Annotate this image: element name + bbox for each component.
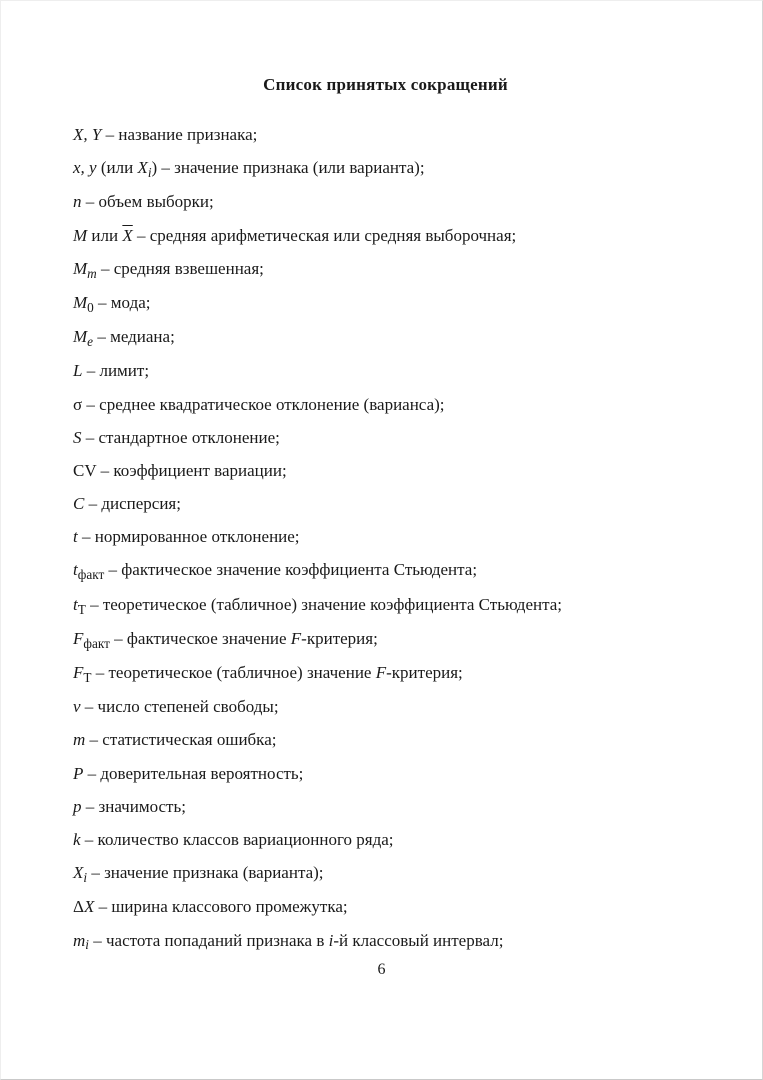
- text-segment: m: [73, 730, 86, 750]
- text-segment: – стандартное отклонение;: [81, 427, 280, 447]
- text-segment: – мода;: [93, 292, 151, 312]
- list-item: [73, 428, 698, 447]
- text-segment: M: [73, 258, 88, 278]
- text-segment: Т: [83, 669, 92, 685]
- list-item: [73, 560, 698, 583]
- list-item: [73, 158, 698, 181]
- list-item: [73, 192, 698, 211]
- text-segment: M: [73, 225, 88, 245]
- text-segment: – число степеней свободы;: [80, 697, 279, 717]
- text-segment: C: [73, 494, 85, 514]
- text-segment: t: [73, 527, 78, 547]
- text-segment: – фактическое значение коэффициента Стьюдента;: [104, 560, 478, 580]
- text-segment: X: [83, 897, 95, 917]
- text-segment: факт: [83, 635, 110, 651]
- page-number: 6: [377, 961, 386, 978]
- text-segment: v: [73, 697, 81, 717]
- list-item: [73, 830, 698, 849]
- text-segment: L: [73, 361, 83, 381]
- page-content: [1, 1, 762, 951]
- text-segment: Δ: [73, 897, 84, 917]
- list-item: [73, 595, 698, 615]
- text-segment: – теоретическое (табличное) значение: [91, 663, 376, 682]
- list-item: [73, 395, 698, 414]
- list-item: [73, 897, 698, 916]
- text-segment: p: [73, 796, 82, 816]
- text-segment: – частота попаданий признака в: [88, 930, 329, 950]
- list-item: [73, 629, 698, 649]
- text-segment: F: [375, 663, 387, 682]
- text-segment: k: [73, 829, 81, 849]
- text-segment: i: [85, 937, 89, 953]
- text-segment: – теоретическое (табличное) значение коэффициента Стьюдента;: [85, 594, 562, 614]
- text-segment: F: [73, 663, 84, 682]
- text-segment: -й классовый интервал;: [333, 930, 504, 950]
- text-segment: X, Y: [73, 125, 102, 144]
- text-segment: Т: [77, 601, 86, 617]
- text-segment: – количество классов вариационного ряда;: [80, 829, 394, 849]
- text-segment: X: [137, 158, 148, 178]
- text-segment: P: [73, 763, 84, 783]
- text-segment: – фактическое значение: [109, 628, 291, 648]
- text-segment: – нормированное отклонение;: [77, 527, 300, 547]
- text-segment: t: [73, 594, 78, 614]
- text-segment: n: [73, 192, 82, 212]
- text-segment: e: [87, 334, 94, 350]
- abbreviation-list: [73, 125, 698, 951]
- text-segment: – название признака;: [101, 125, 258, 144]
- text-segment: m: [73, 930, 86, 950]
- text-segment: 0: [87, 299, 94, 315]
- text-segment: i: [147, 165, 152, 181]
- text-segment: σ: [73, 394, 83, 414]
- text-segment: X: [73, 863, 84, 883]
- text-segment: – статистическая ошибка;: [85, 730, 277, 750]
- text-segment: – средняя арифметическая или средняя выборочная;: [132, 225, 517, 245]
- list-item: [73, 226, 698, 245]
- text-segment: m: [87, 265, 97, 281]
- list-item: [73, 697, 698, 716]
- list-item: [73, 730, 698, 749]
- list-item: [73, 527, 698, 546]
- text-segment: ) – значение признака (или варианта);: [151, 158, 425, 178]
- text-segment: i: [83, 870, 88, 886]
- list-item: [73, 461, 698, 480]
- list-item: [73, 494, 698, 513]
- text-segment: – коэффициент вариации;: [96, 460, 287, 480]
- text-segment: -критерия;: [386, 663, 463, 682]
- text-segment: i: [328, 930, 334, 950]
- text-segment: M: [73, 292, 88, 312]
- text-segment: – значение признака (варианта);: [87, 863, 324, 883]
- text-segment: – дисперсия;: [84, 494, 181, 514]
- text-segment: – лимит;: [82, 361, 150, 381]
- list-item: [73, 764, 698, 783]
- text-segment: – значимость;: [81, 796, 186, 816]
- text-segment: CV: [73, 460, 97, 480]
- list-item: [73, 361, 698, 380]
- page-title: Список принятых сокращений: [263, 75, 508, 94]
- text-segment: – объем выборки;: [81, 192, 214, 212]
- list-item: [73, 327, 698, 350]
- list-item: [73, 125, 698, 144]
- text-segment: – среднее квадратическое отклонение (варианса);: [82, 394, 445, 414]
- text-segment: – медиана;: [93, 327, 175, 347]
- list-item: [73, 797, 698, 816]
- list-item: [73, 293, 698, 313]
- text-segment: S: [73, 427, 82, 447]
- text-segment: M: [73, 327, 88, 347]
- text-segment: x, y: [73, 158, 97, 178]
- list-item: [73, 931, 698, 951]
- text-segment: – ширина классового промежутка;: [94, 897, 348, 917]
- list-item: [73, 863, 698, 886]
- text-segment: $\overline{X}$: [122, 225, 133, 245]
- text-segment: F: [290, 628, 302, 648]
- text-segment: (или: [96, 158, 138, 178]
- text-segment: F: [73, 628, 84, 648]
- text-segment: – средняя взвешенная;: [96, 258, 264, 278]
- text-segment: – доверительная вероятность;: [83, 763, 304, 783]
- list-item: [73, 259, 698, 279]
- text-segment: или: [87, 225, 123, 245]
- list-item: [73, 663, 698, 683]
- text-segment: t: [73, 560, 78, 580]
- text-segment: факт: [77, 567, 105, 583]
- text-segment: -критерия;: [301, 628, 378, 648]
